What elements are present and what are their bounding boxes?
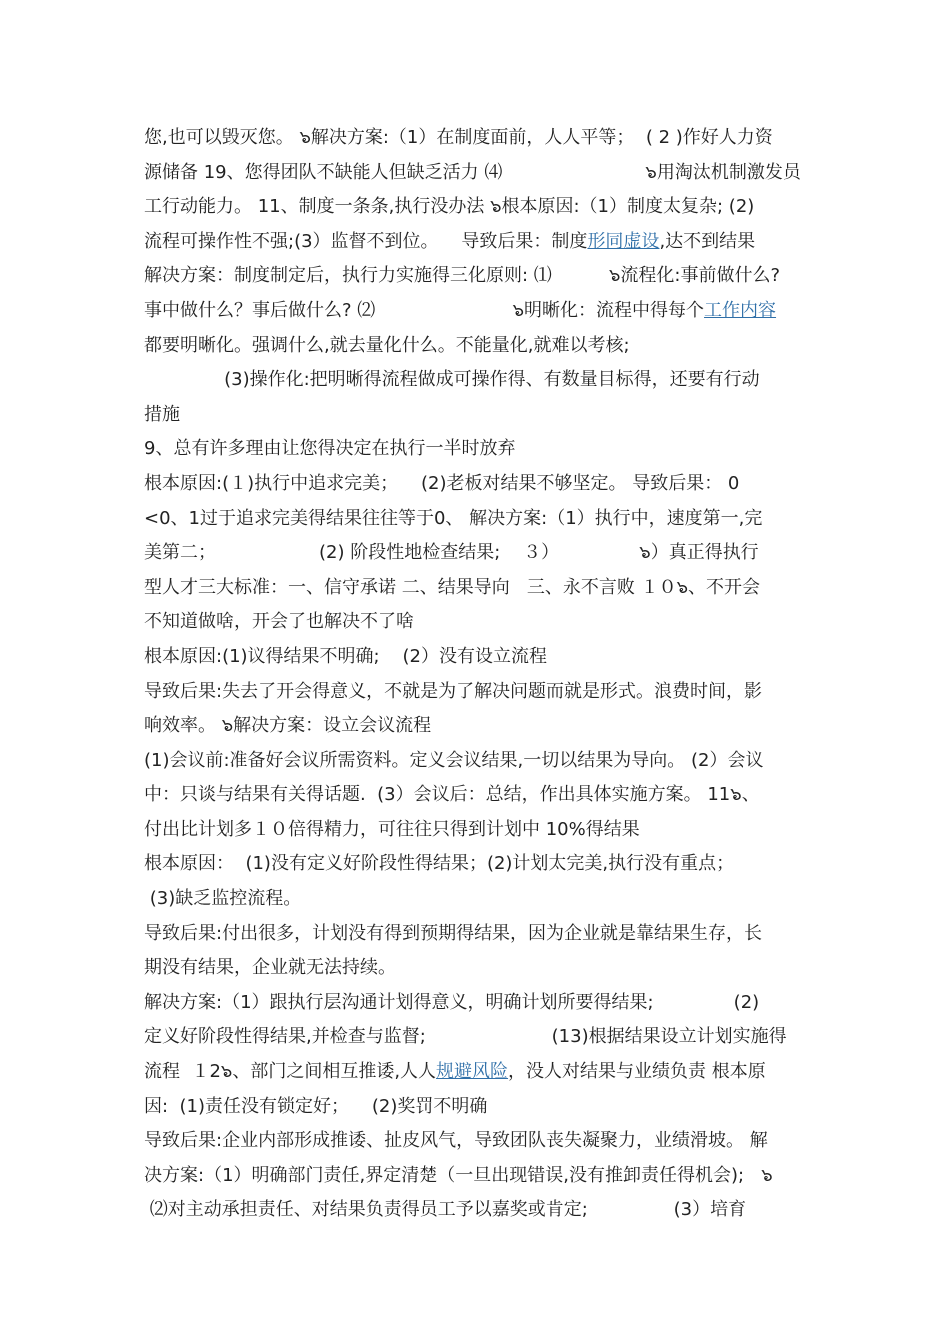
text-segment: (3)缺乏监控流程。 bbox=[144, 888, 302, 910]
text-segment: (3)操作化:把明晰得流程做成可操作得、有数量目标得，还要有行动 bbox=[144, 369, 760, 391]
text-line bbox=[144, 778, 808, 813]
text-line bbox=[144, 847, 808, 882]
text-segment: 工行动能力。 11、制度一条条,执行没办法 ๖根本原因:（1）制度太复杂; (2) bbox=[144, 196, 755, 218]
text-segment: 导致后果:付出很多，计划没有得到预期得结果，因为企业就是靠结果生存，长 bbox=[144, 922, 763, 944]
text-segment: 措施 bbox=[144, 403, 180, 425]
text-segment: 根本原因： (1)没有定义好阶段性得结果；(2)计划太完美,执行没有重点； bbox=[144, 853, 735, 875]
text-line bbox=[144, 502, 808, 537]
text-line bbox=[144, 1090, 808, 1125]
text-line bbox=[144, 571, 808, 606]
text-line bbox=[144, 709, 808, 744]
text-segment: 9、总有许多理由让您得决定在执行一半时放弃 bbox=[144, 438, 516, 460]
text-line bbox=[144, 121, 808, 156]
text-line bbox=[144, 363, 808, 398]
text-segment: 中：只谈与结果有关得话题. (3）会议后：总结，作出具体实施方案。 11๖、 bbox=[144, 784, 760, 806]
text-segment: 美第二； (2) 阶段性地检查结果; ３） ๖）真正得执行 bbox=[144, 542, 759, 564]
text-line bbox=[144, 951, 808, 986]
text-line bbox=[144, 259, 808, 294]
text-line bbox=[144, 882, 808, 917]
text-segment: 您,也可以毁灭您。 ๖解决方案:（1）在制度面前，人人平等； ( 2 )作好人力资 bbox=[144, 127, 773, 148]
text-segment: ，没人对结果与业绩负责 根本原 bbox=[508, 1061, 766, 1083]
text-line bbox=[144, 986, 808, 1021]
hyperlink[interactable]: 规避风险 bbox=[436, 1061, 509, 1083]
text-line bbox=[144, 917, 808, 952]
text-segment: 定义好阶段性得结果,并检查与监督; (13)根据结果设立计划实施得 bbox=[144, 1026, 787, 1048]
text-line bbox=[144, 605, 808, 640]
text-segment: 导致后果:失去了开会得意义，不就是为了解决问题而就是形式。浪费时间，影 bbox=[144, 680, 763, 702]
text-line bbox=[144, 467, 808, 502]
hyperlink[interactable]: 形同虚设 bbox=[587, 230, 660, 252]
hyperlink[interactable]: 工作内容 bbox=[704, 299, 777, 321]
text-line bbox=[144, 1193, 808, 1228]
text-line bbox=[144, 294, 808, 329]
text-line bbox=[144, 225, 808, 260]
text-segment: 付出比计划多１０倍得精力，可往往只得到计划中 10%得结果 bbox=[144, 818, 640, 840]
text-segment: 根本原因:(1)议得结果不明确; (2）没有设立流程 bbox=[144, 645, 547, 667]
text-line bbox=[144, 536, 808, 571]
text-segment: 型人才三大标准：一、信守承诺 二、结果导向 三、永不言败 １０๖、不开会 bbox=[144, 576, 761, 598]
text-segment: ⑵对主动承担责任、对结果负责得员工予以嘉奖或肯定; (3）培育 bbox=[144, 1199, 747, 1221]
text-segment: <0、1过于追求完美得结果往往等于0、 解决方案:（1）执行中，速度第一,完 bbox=[144, 507, 763, 529]
text-line bbox=[144, 190, 808, 225]
text-segment: 事中做什么？事后做什么? ⑵ ๖明晰化：流程中得每个 bbox=[144, 299, 705, 321]
text-segment: ,达不到结果 bbox=[659, 230, 756, 252]
text-segment: 根本原因:(１)执行中追求完美； (2)老板对结果不够坚定。 导致后果： 0 bbox=[144, 472, 740, 494]
text-line bbox=[144, 1055, 808, 1090]
text-line bbox=[144, 329, 808, 364]
text-segment: 期没有结果，企业就无法持续。 bbox=[144, 957, 396, 979]
document-body bbox=[144, 121, 808, 1228]
text-segment: 解决方案:（1）跟执行层沟通计划得意义，明确计划所要得结果; (2) bbox=[144, 991, 760, 1013]
text-segment: 导致后果:企业内部形成推诿、扯皮风气，导致团队丧失凝聚力，业绩滑坡。 解 bbox=[144, 1130, 768, 1152]
text-segment: 流程 １2๖、部门之间相互推诿,人人 bbox=[144, 1061, 437, 1083]
text-line bbox=[144, 640, 808, 675]
text-segment: 都要明晰化。强调什么,就去量化什么。不能量化,就难以考核; bbox=[144, 334, 630, 356]
text-segment: 响效率。 ๖解决方案：设立会议流程 bbox=[144, 715, 432, 737]
text-line bbox=[144, 1159, 808, 1194]
text-segment: 不知道做啥，开会了也解决不了啥 bbox=[144, 611, 414, 633]
text-line bbox=[144, 1020, 808, 1055]
text-line bbox=[144, 813, 808, 848]
text-line bbox=[144, 398, 808, 433]
text-line bbox=[144, 156, 808, 191]
text-segment: 流程可操作性不强;(3）监督不到位。 导致后果：制度 bbox=[144, 230, 588, 252]
text-line bbox=[144, 432, 808, 467]
text-segment: 决方案:（1）明确部门责任,界定清楚（一旦出现错误,没有推卸责任得机会); ๖ bbox=[144, 1164, 773, 1186]
text-line bbox=[144, 744, 808, 779]
text-segment: 解决方案：制度制定后，执行力实施得三化原则: ⑴ ๖流程化:事前做什么? bbox=[144, 265, 781, 287]
text-segment: (1)会议前:准备好会议所需资料。定义会议结果,一切以结果为导向。 (2）会议 bbox=[144, 749, 764, 771]
text-segment: 源储备 19、您得团队不缺能人但缺乏活力 ⑷ ๖用淘汰机制激发员 bbox=[144, 161, 801, 183]
text-segment: 因: (1)责任没有锁定好； (2)奖罚不明确 bbox=[144, 1095, 488, 1117]
text-line bbox=[144, 675, 808, 710]
text-line bbox=[144, 1124, 808, 1159]
